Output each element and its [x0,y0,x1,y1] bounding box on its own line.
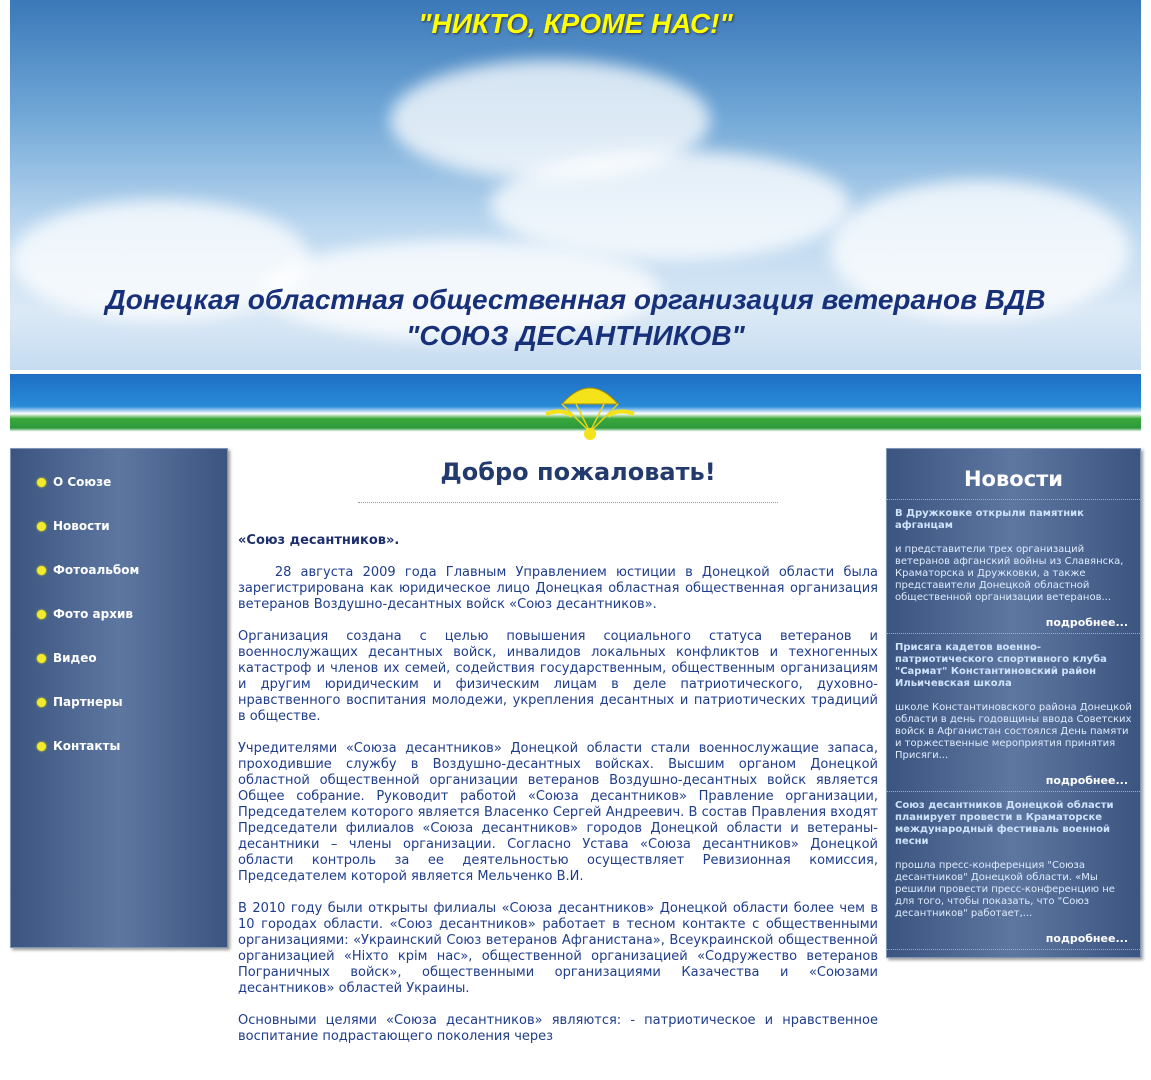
menu-item-label: Видео [53,651,97,665]
menu-item-label: Фото архив [53,607,133,621]
news-title[interactable]: Союз десантников Донецкой области планирует провести в Краматорске международный фестиваль военной песни [895,800,1114,847]
bullet-icon [37,698,46,707]
paragraph: В 2010 году были открыты филиалы «Союза десантников» Донецкой области более чем в 10 городах области. «Союз десантников» работает в тесном контакте с общественными организациями: «Украинский Союз ветеранов Афганистана», Всеукраинской общественной организацией «Ніхто крім нас», общественной организацией «Содружество ветеранов Пограничных войск», общественными организациями Казачества и «Союзами десантников» областей Украины. [238,901,878,996]
menu-item[interactable] [37,475,227,519]
main-content [238,458,883,1045]
news-title[interactable]: В Дружковке открыли памятник афганцам [895,508,1084,531]
news-title[interactable]: Присяга кадетов военно-патриотического спортивного клуба "Сармат" Константиновский район Ильичевская школа [895,642,1107,689]
news-item [887,634,1140,792]
menu-item[interactable] [37,607,227,651]
bullet-icon [37,654,46,663]
news-heading: Новости [887,449,1140,500]
read-more-link[interactable]: подробнее... [1045,774,1128,787]
paragraph: Организация создана с целью повышения социального статуса ветеранов и военнослужащих десантных войск, инвалидов локальных конфликтов и техногенных катастроф и членов их семей, содействия государственным, общественным организациям и другим юридическим и физическим лицам в деле патриотического, духовно-нравственного воспитания молодежи, укрепления десантных и патриотических традиций в обществе. [238,629,878,724]
header-banner [10,0,1141,446]
menu-item-label: Партнеры [53,695,123,709]
news-excerpt: школе Константиновского района Донецкой области в день годовщины ввода Советских войск в Афганистан состоялся День памяти и торжественные мероприятия принятия Присяги... [895,702,1132,761]
site-title [10,282,1141,354]
menu-item-label: Фотоальбом [53,563,140,577]
read-more-link[interactable]: подробнее... [1045,932,1128,945]
news-item [887,792,1140,950]
menu-item[interactable] [37,519,227,563]
bullet-icon [37,610,46,619]
divider [358,502,778,503]
paragraph: Основными целями «Союза десантников» являются: - патриотическое и нравственное воспитание подрастающего поколения через [238,1013,878,1044]
menu-item-label: Контакты [53,739,121,753]
title-line-1: Донецкая областная общественная организация ветеранов ВДВ [105,284,1046,315]
menu-item-label: Новости [53,519,110,533]
page-title: Добро пожаловать! [440,458,716,486]
title-line-2: "СОЮЗ ДЕСАНТНИКОВ" [406,320,745,351]
news-sidebar [886,448,1141,958]
lead-text: «Союз десантников». [238,533,400,548]
bullet-icon [37,566,46,575]
parachute-emblem-icon [542,374,638,444]
bullet-icon [37,742,46,751]
news-excerpt: прошла пресс-конференция "Союза десантников" Донецкой области. «Мы решили провести пресс-конференцию не для того, чтобы показать, что "Союз десантников" работает,... [895,860,1115,919]
read-more-link[interactable]: подробнее... [1045,616,1128,629]
menu-item-label: О Союзе [53,475,112,489]
paragraph: Учредителями «Союза десантников» Донецкой области стали военнослужащие запаса, проходившие службу в Воздушно-десантных войсках. Высшим органом Донецкой областной общественной организации ветеранов Воздушно-десантных войск является Общее собрание. Руководит работой «Союза десантников» Правление организации, Председателем которого является Власенко Сергей Андреевич. В состав Правления входят Председатели филиалов «Союза десантников» городов Донецкой области и ветераны-десантники – члены организации. Согласно Устава «Союза десантников» Донецкой области контроль за ее деятельностью осуществляет Ревизионная комиссия, Председателем которой является Мельченко В.И. [238,741,878,884]
paragraph: 28 августа 2009 года Главным Управлением юстиции в Донецкой области была зарегистрирована как юридическое лицо Донецкая областная общественная организация ветеранов Воздушно-десантных войск «Союз десантников». [238,565,883,612]
tagline: "НИКТО, КРОМЕ НАС!" [418,8,733,39]
menu-item[interactable] [37,563,227,607]
menu-item[interactable] [37,695,227,739]
bullet-icon [37,522,46,531]
left-sidebar [10,448,228,948]
bullet-icon [37,478,46,487]
menu-item[interactable] [37,651,227,695]
news-excerpt: и представители трех организаций ветеранов афганский войны из Славянска, Краматорска и Дружковки, а также представители Донецкой областной общественной организации ветеранов... [895,544,1124,603]
menu-item[interactable] [37,739,227,783]
news-item [887,500,1140,634]
